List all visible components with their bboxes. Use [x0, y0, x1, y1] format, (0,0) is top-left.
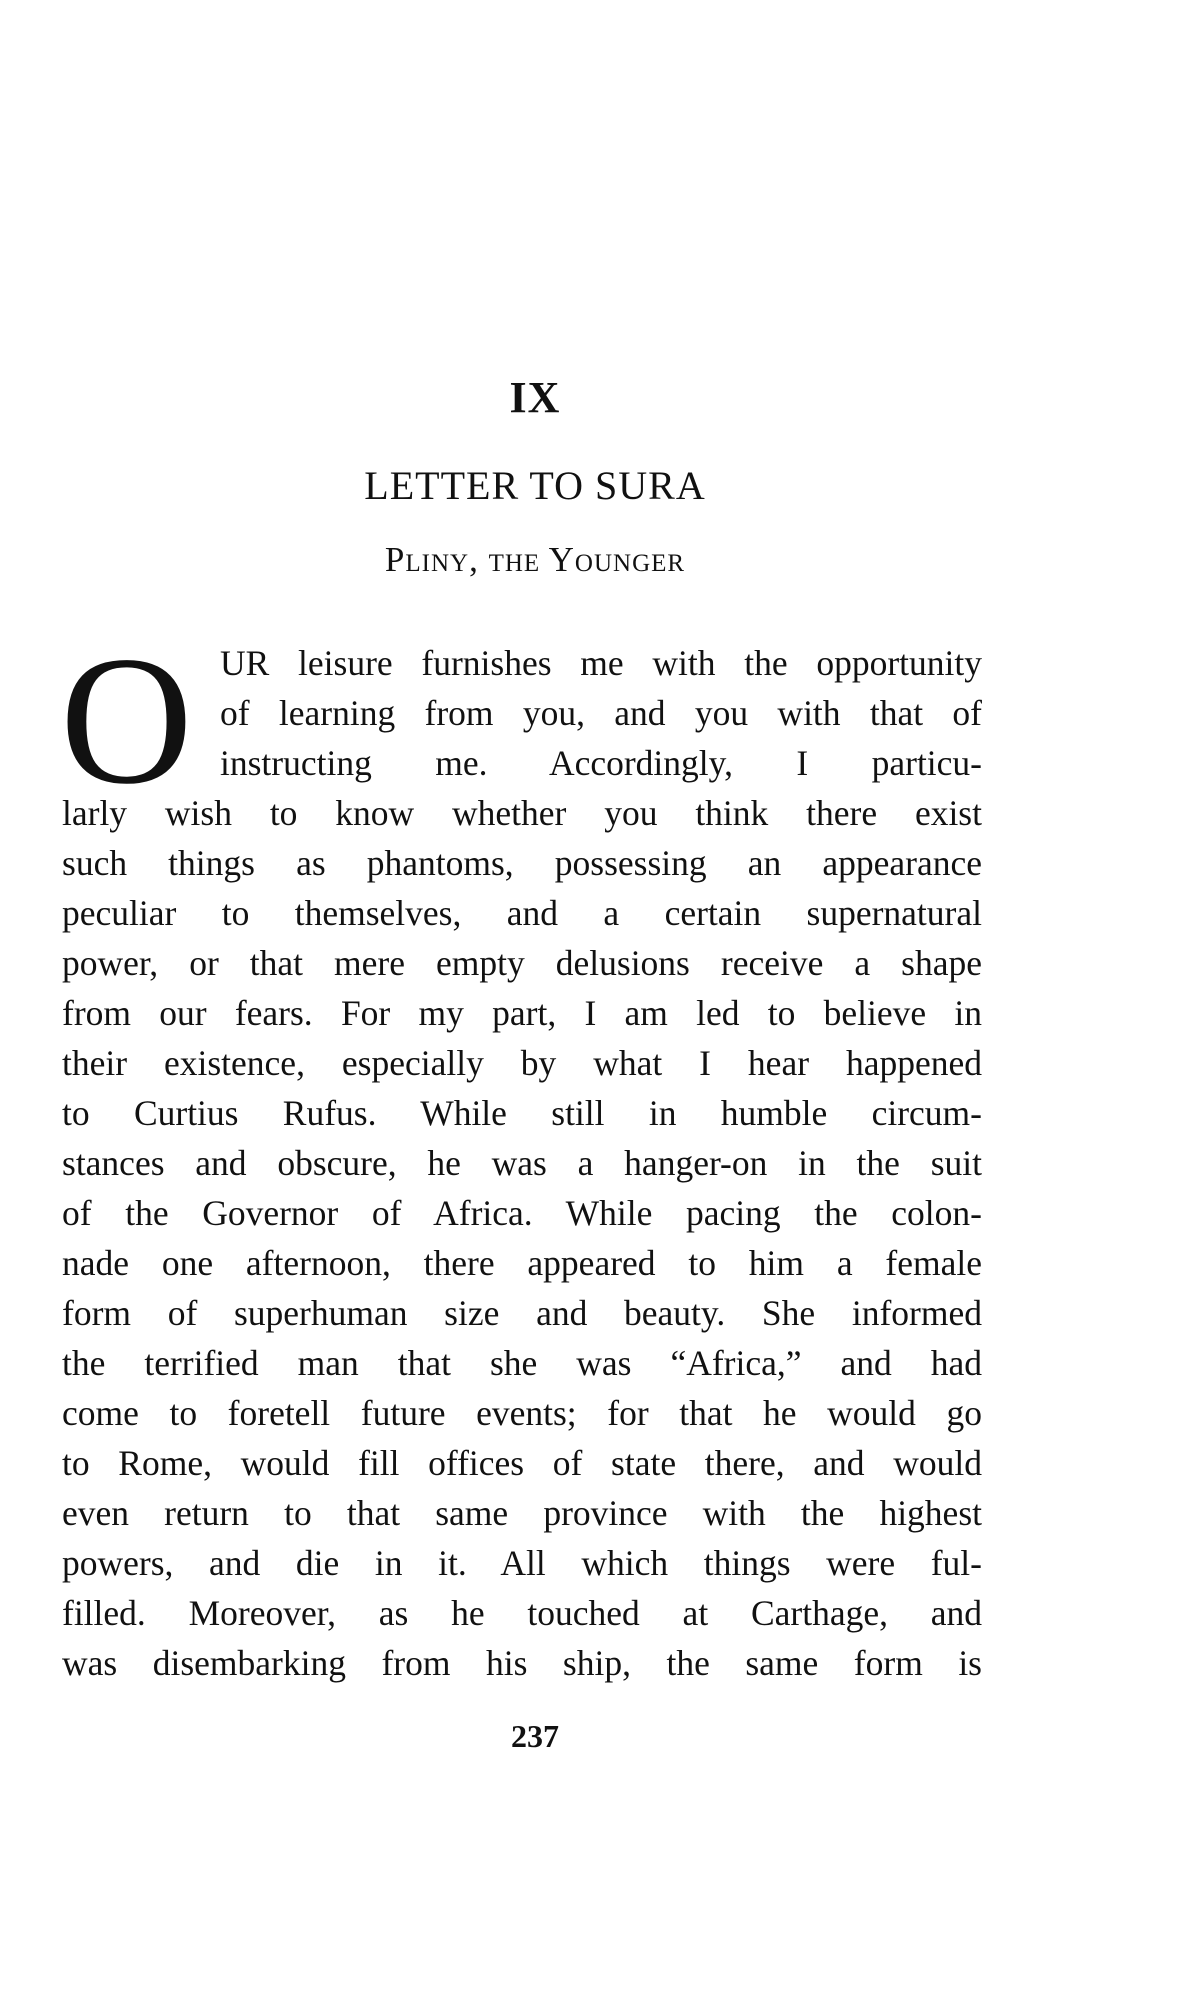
chapter-author: Pliny, the Younger — [384, 540, 686, 579]
text-line: stances and obscure, he was a hanger-on in the suit — [62, 1143, 982, 1183]
text-line: filled. Moreover, as he touched at Carthage, and — [62, 1593, 982, 1633]
text-line: from our fears. For my part, I am led to believe in — [62, 993, 982, 1033]
text-line: come to foretell future events; for that he would go — [62, 1393, 982, 1433]
text-line: of the Governor of Africa. While pacing the colon- — [62, 1193, 982, 1233]
text-line: powers, and die in it. All which things were ful- — [62, 1543, 982, 1583]
text-line: nade one afternoon, there appeared to him a female — [62, 1243, 982, 1283]
drop-cap: O — [60, 618, 193, 822]
text-line: form of superhuman size and beauty. She informed — [62, 1293, 982, 1333]
text-line: to Curtius Rufus. While still in humble circum- — [62, 1093, 982, 1133]
text-line: even return to that same province with the highest — [62, 1493, 982, 1533]
text-line: the terrified man that she was “Africa,” and had — [62, 1343, 982, 1383]
chapter-title: LETTER TO SURA — [364, 463, 706, 508]
text-line: such things as phantoms, possessing an appearance — [62, 843, 982, 883]
text-line: to Rome, would fill offices of state there, and would — [62, 1443, 982, 1483]
text-line: their existence, especially by what I hear happened — [62, 1043, 982, 1083]
text-line: power, or that mere empty delusions receive a shape — [62, 943, 982, 983]
text-line: of learning from you, and you with that of — [220, 693, 982, 733]
text-line: UR leisure furnishes me with the opportunity — [220, 643, 982, 683]
text-line: was disembarking from his ship, the same form is — [62, 1643, 982, 1683]
chapter-number: IX — [509, 373, 561, 422]
page-number: 237 — [511, 1718, 559, 1754]
text-line: instructing me. Accordingly, I particu- — [220, 743, 982, 783]
text-line: peculiar to themselves, and a certain supernatural — [62, 893, 982, 933]
body-text — [60, 618, 982, 1688]
text-line: larly wish to know whether you think there exist — [62, 793, 982, 833]
